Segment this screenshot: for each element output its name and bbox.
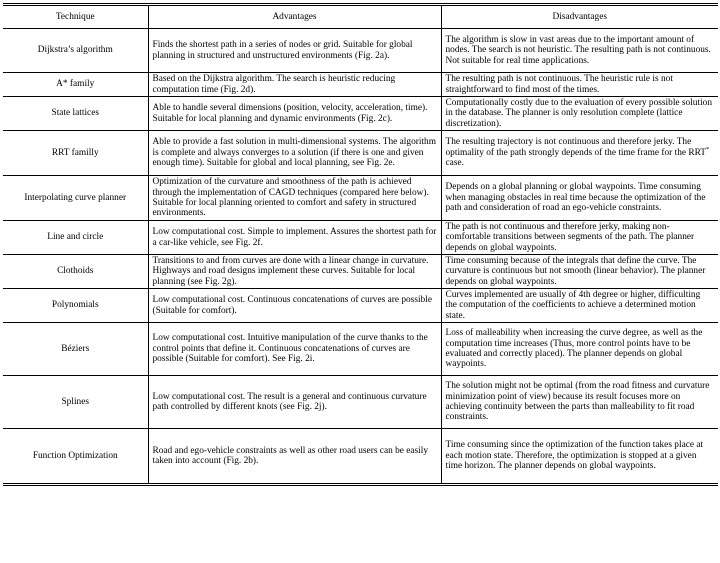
- table-row: [3, 176, 718, 221]
- advantages-cell: Able to handle several dimensions (position, velocity, acceleration, time). Suitable for local planning and dynamic environments (Fig. 2c).: [148, 97, 441, 131]
- disadvantages-cell: Loss of malleability when increasing the curve degree, as well as the computation time increases (Thus, more control points have to be evaluated and correctly placed). The planner depends on global waypoints.: [441, 323, 718, 376]
- technique-cell: Interpolating curve planner: [3, 176, 148, 221]
- disadvantages-text: The resulting trajectory is not continuous and therefore jerky. The optimality of the path strongly depends of the time frame for the RRT* case.: [445, 137, 710, 169]
- disadvantages-cell: The algorithm is slow in vast areas due to the important amount of nodes. The search is not heuristic. The resulting path is not continuous. Not suitable for real time applications.: [441, 29, 718, 73]
- advantages-cell: Low computational cost. Intuitive manipulation of the curve thanks to the control points that define it. Continuous concatenations of curves are possible (Suitable for comfort). See Fig. 2i.: [148, 323, 441, 376]
- table-row: [3, 289, 718, 323]
- technique-cell: Béziers: [3, 323, 148, 376]
- disadvantages-cell: Time consuming since the optimization of the function takes place at each motion state. Therefore, the optimization is stopped at a given time horizon. The planner depends on global waypoints.: [441, 429, 718, 485]
- technique-cell: Dijkstra’s algorithm: [3, 29, 148, 73]
- technique-cell: Polynomials: [3, 289, 148, 323]
- advantages-cell: Low computational cost. The result is a general and continuous curvature path controlled by different knots (see Fig. 2j).: [148, 376, 441, 429]
- technique-cell: A* family: [3, 73, 148, 97]
- disadvantages-cell: Computationally costly due to the evaluation of every possible solution in the database. The planner is only resolution complete (lattice discretization).: [441, 97, 718, 131]
- technique-cell: RRT familly: [3, 131, 148, 176]
- header-advantages: Advantages: [148, 5, 441, 29]
- comparison-table: [3, 3, 718, 486]
- disadvantages-cell: [441, 131, 718, 176]
- table-row: [3, 376, 718, 429]
- disadvantages-cell: The resulting path is not continuous. The heuristic rule is not straightforward to find most of the times.: [441, 73, 718, 97]
- technique-cell: State lattices: [3, 97, 148, 131]
- table-row: [3, 73, 718, 97]
- table-row: [3, 255, 718, 289]
- advantages-cell: Transitions to and from curves are done with a linear change in curvature. Highways and road designs implement these curves. Suitable for local planning (see Fig. 2g).: [148, 255, 441, 289]
- technique-cell: Line and circle: [3, 221, 148, 255]
- table-row: [3, 97, 718, 131]
- advantages-cell: Low computational cost. Continuous concatenations of curves are possible (Suitable for comfort).: [148, 289, 441, 323]
- table-row: [3, 429, 718, 485]
- superscript-star: *: [705, 145, 710, 153]
- table-row: [3, 221, 718, 255]
- disadvantages-cell: Curves implemented are usually of 4th degree or higher, difficulting the computation of the coefficients to achieve a determined motion state.: [441, 289, 718, 323]
- disadvantages-cell: The solution might not be optimal (from the road fitness and curvature minimization point of view) because its result focuses more on achieving continuity between the parts than malleability to fit road constraints.: [441, 376, 718, 429]
- header-technique: Technique: [3, 5, 148, 29]
- table-header-row: [3, 5, 718, 29]
- advantages-cell: Based on the Dijkstra algorithm. The search is heuristic reducing computation time (Fig. 2d).: [148, 73, 441, 97]
- advantages-cell: Optimization of the curvature and smoothness of the path is achieved through the implementation of CAGD techniques (compared here below). Suitable for local planning oriented to comfort and safety in structured environments.: [148, 176, 441, 221]
- disadvantages-cell: Depends on a global planning or global waypoints. Time consuming when managing obstacles in real time because the optimization of the path and consideration of road an ego-vehicle constraints.: [441, 176, 718, 221]
- header-disadvantages: Disadvantages: [441, 5, 718, 29]
- comparison-table-container: [3, 3, 718, 486]
- advantages-cell: Finds the shortest path in a series of nodes or grid. Suitable for global planning in structured and unstructured environments (Fig. 2a).: [148, 29, 441, 73]
- technique-cell: Splines: [3, 376, 148, 429]
- advantages-cell: Low computational cost. Simple to implement. Assures the shortest path for a car-like vehicle, see Fig. 2f.: [148, 221, 441, 255]
- disadvantages-cell: The path is not continuous and therefore jerky, making non-comfortable transitions between segments of the path. The planner depends on global waypoints.: [441, 221, 718, 255]
- technique-cell: Clothoids: [3, 255, 148, 289]
- table-row: [3, 131, 718, 176]
- table-row: [3, 323, 718, 376]
- table-row: [3, 29, 718, 73]
- advantages-cell: Road and ego-vehicle constraints as well as other road users can be easily taken into account (Fig. 2b).: [148, 429, 441, 485]
- technique-cell: Function Optimization: [3, 429, 148, 485]
- advantages-cell: Able to provide a fast solution in multi-dimensional systems. The algorithm is complete and always converges to a solution (if there is one and given enough time). Suitable for global and local planning, see Fig. 2e.: [148, 131, 441, 176]
- disadvantages-cell: Time consuming because of the integrals that define the curve. The curvature is continuous but not smooth (linear behavior). The planner depends on global waypoints.: [441, 255, 718, 289]
